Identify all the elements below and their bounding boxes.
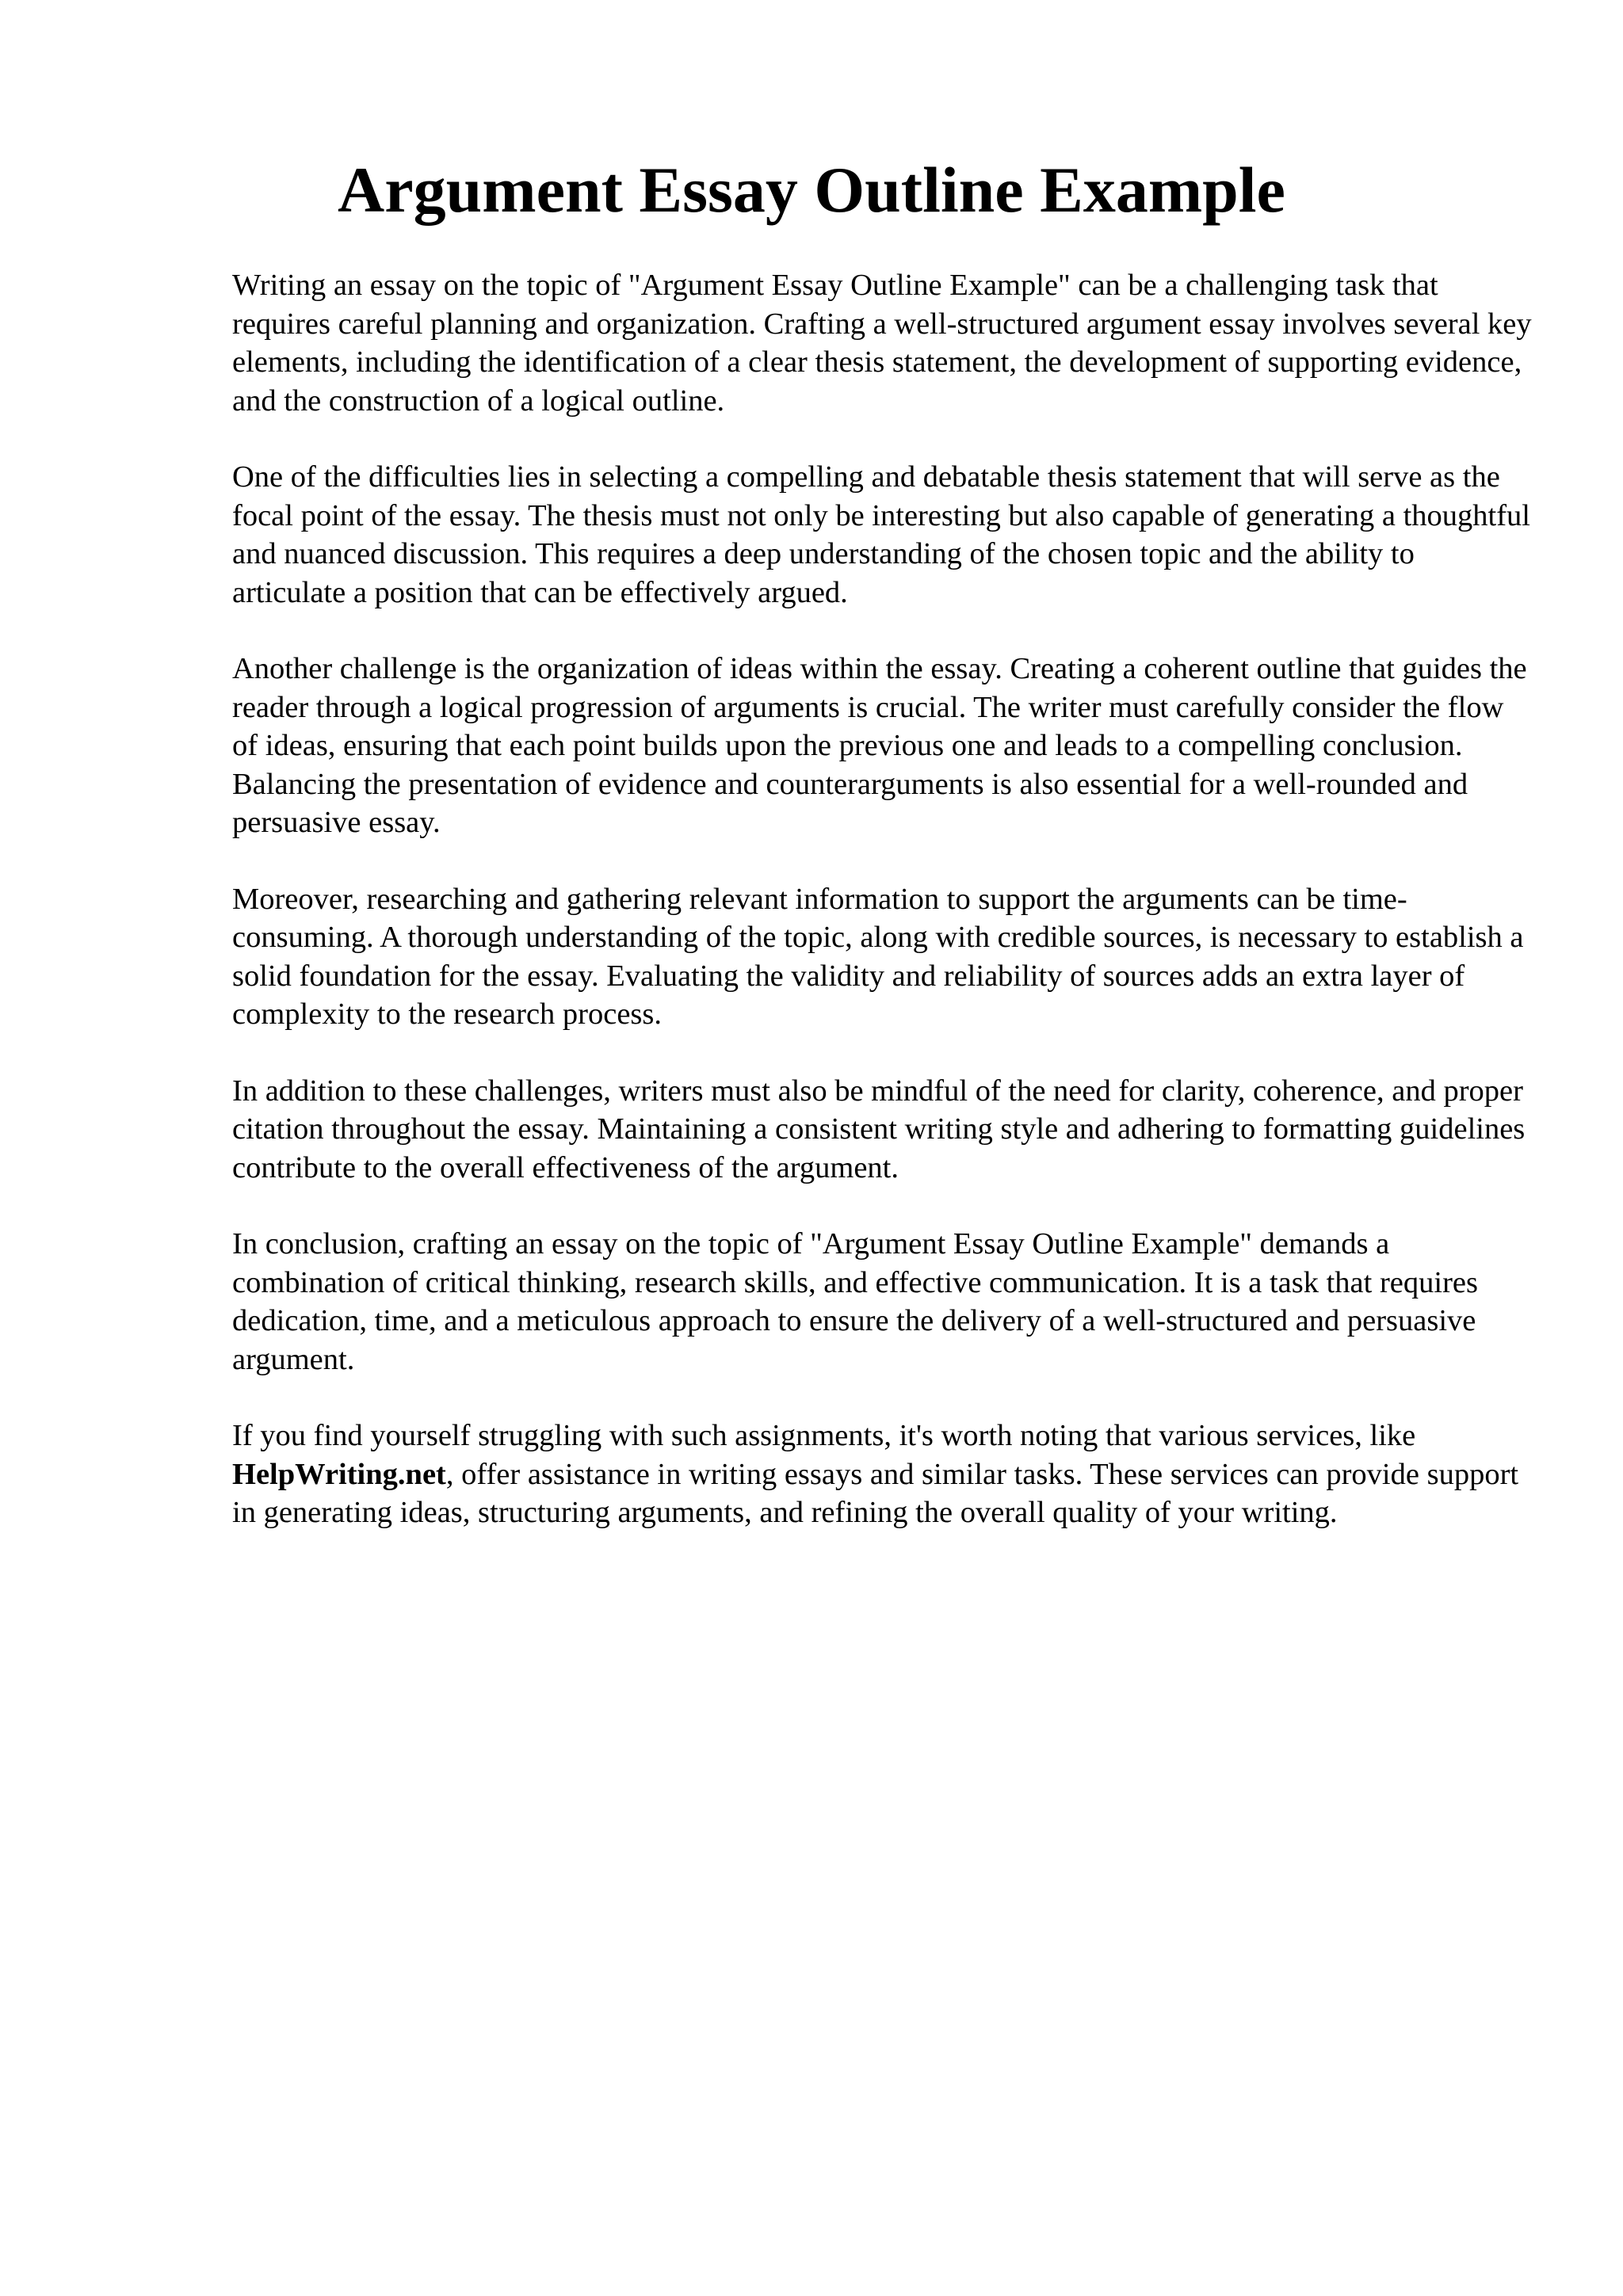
paragraph-service-note (232, 1417, 1532, 1532)
paragraph-conclusion: In conclusion, crafting an essay on the topic of "Argument Essay Outline Example" demands a combination of critical thinking, research skills, and effective communication. It is a task that requires dedication, time, and a meticulous approach to ensure the delivery of a well-structured and persuasive argument. (232, 1227, 1478, 1376)
brand-name: HelpWriting.net (232, 1457, 446, 1491)
document-body (232, 266, 1532, 1570)
page-title: Argument Essay Outline Example (338, 154, 1285, 226)
service-note-after: , offer assistance in writing essays and similar tasks. These services can provide support in generating ideas, structuring arguments, and refining the overall quality of your writing. (232, 1457, 1519, 1529)
service-note-before: If you find yourself struggling with such assignments, it's worth noting that various services, like (232, 1419, 1416, 1452)
paragraph-research: Moreover, researching and gathering relevant information to support the arguments can be time-consuming. A thorough understanding of the topic, along with credible sources, is necessary to establish a solid foundation for the essay. Evaluating the validity and reliability of sources adds an extra layer of complexity to the research process. (232, 882, 1524, 1031)
paragraph-intro: Writing an essay on the topic of "Argument Essay Outline Example" can be a challenging task that requires careful planning and organization. Crafting a well-structured argument essay involves several key elements, including the identification of a clear thesis statement, the development of supporting evidence, and the construction of a logical outline. (232, 269, 1532, 418)
paragraph-clarity: In addition to these challenges, writers must also be mindful of the need for clarity, coherence, and proper citation throughout the essay. Maintaining a consistent writing style and adhering to formatting guidelines contribute to the overall effectiveness of the argument. (232, 1074, 1526, 1184)
paragraph-organization: Another challenge is the organization of ideas within the essay. Creating a coherent outline that guides the reader through a logical progression of arguments is crucial. The writer must carefully consider the flow of ideas, ensuring that each point builds upon the previous one and leads to a compelling conclusion. Balancing the presentation of evidence and counterarguments is also essential for a well-rounded and persuasive essay. (232, 652, 1527, 839)
paragraph-thesis-difficulty: One of the difficulties lies in selecting a compelling and debatable thesis statement that will serve as the focal point of the essay. The thesis must not only be interesting but also capable of generating a thoughtful and nuanced discussion. This requires a deep understanding of the chosen topic and the ability to articulate a position that can be effectively argued. (232, 460, 1530, 609)
